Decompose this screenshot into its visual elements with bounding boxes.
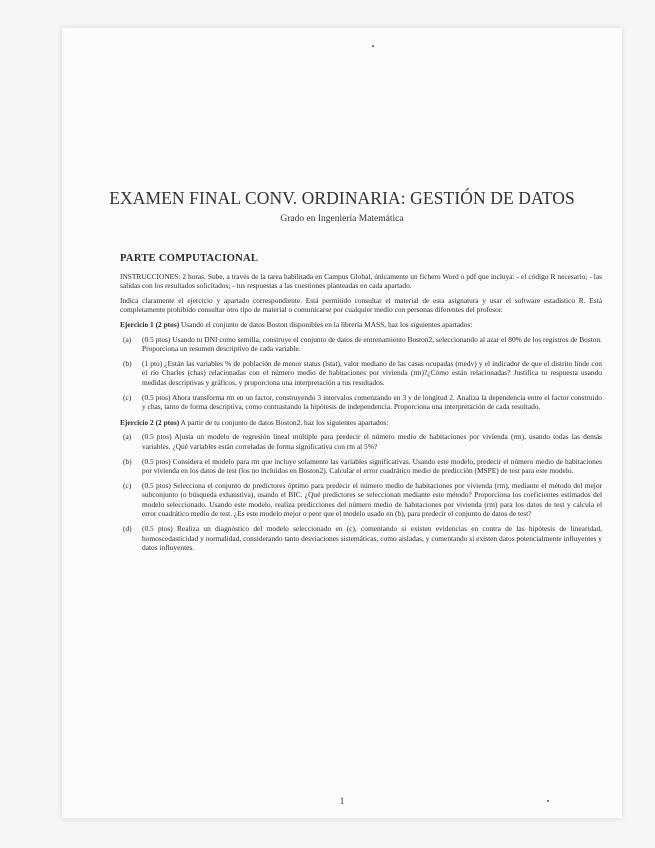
item-text: (0.5 ptos) Usando tu DNI como semilla, construye el conjunto de datos de entrenamiento Boston2, seleccionando al azar el 80% de los registros de Boston. Proporciona un resumen descriptivo de cada variable. xyxy=(142,334,602,354)
item-label: (b) xyxy=(123,456,132,466)
item-label: (a) xyxy=(123,432,132,442)
item-label: (b) xyxy=(123,358,132,368)
exercise-2-label: Ejercicio 2 (2 ptos) xyxy=(120,417,180,427)
exercise-item xyxy=(120,393,602,412)
instructions-paragraph: INSTRUCCIONES: 2 horas. Sube, a través de la tarea habilitada en Campus Global, únicamente un fichero Word o pdf que incluya: - el código R necesario; - las salidas con los resultados solicitados; - tus respuestas a las cuestiones planteadas en cada apartado. xyxy=(120,271,602,291)
item-text: (0.5 ptos) Realiza un diagnóstico del modelo seleccionado en (c), comentando si existen evidencias en contra de las hipótesis de linearidad, homoscedasticidad y normalidad, considerando tanto desviaciones sistemáticas, como aisladas, y comentando si existen datos potencialmente influyentes y datos influyentes. xyxy=(142,524,602,553)
item-label: (a) xyxy=(123,334,132,344)
exam-subtitle: Grado en Ingeniería Matemática xyxy=(280,214,404,224)
page-number: 1 xyxy=(339,796,345,806)
item-label: (d) xyxy=(123,524,132,534)
exercise-2-intro: A partir de tu conjunto de datos Boston2, haz los siguientes apartados: xyxy=(179,417,389,427)
exercise-item xyxy=(120,359,602,388)
exercise-item xyxy=(120,335,602,354)
exam-content xyxy=(120,254,602,559)
exercise-item xyxy=(120,457,602,476)
exercise-item xyxy=(120,524,602,553)
exercise-2-items xyxy=(120,432,602,553)
item-text: (1 pto) ¿Están las variables % de población de menor status (lstat), valor mediano de las casas ocupadas (medv) y el indicador de que el distrito linde con el río Charles (chas) relacionadas con el número medio de habitaciones por vivienda (rm)?¿Cómo están relacionadas? Justifica tu respuesta usando medidas descriptivas y gráficos, y proporciona una interpretación a tus resultados. xyxy=(142,358,602,387)
item-label: (c) xyxy=(123,392,132,402)
item-text: (0.5 ptos) Ahora transforma rm en un factor, construyendo 3 intervalos comenzando en 3 y de longitud 2. Analiza la dependencia entre el factor construido y chas, tanto de forma descriptiva, como contrastando la hipótesis de independencia. Proporciona una interpretación de cada resultado. xyxy=(142,392,602,412)
exercise-1-items xyxy=(120,335,602,412)
item-label: (c) xyxy=(123,480,132,490)
exercise-1-intro: Usando el conjunto de datos Boston disponibles en la librería MASS, haz los siguientes apartados: xyxy=(179,319,473,329)
exercise-item xyxy=(120,481,602,519)
item-text: (0.5 ptos) Considera el modelo para rm que incluye solamente las variables significativas. Usando este modelo, predecir el número medio de habitaciones por vivienda en los datos de test (los no incluidos en Boston2). Calcular el error cuadrático medio de predicción (MSPE) de test para este modelo. xyxy=(142,456,602,476)
item-text: (0.5 ptos) Ajusta un modelo de regresión lineal múltiple para predecir el número medio de habitaciones por vivienda (rm), usando todas las demás variables. ¿Qué variables están correladas de forma significativa con rm al 5%? xyxy=(142,432,602,451)
scan-speck xyxy=(372,45,374,47)
item-text: (0.5 ptos) Selecciona el conjunto de predictores óptimo para predecir el número medio de habitaciones por vivienda (rm), mediante el método del mejor subconjunto (o búsqueda exhaustiva), usando el BIC. ¿Qué predictores se seleccionan mediante este método? Proporciona los coeficientes estimados del modelo seleccionado. Usando este modelo, realiza predicciones del número medio de habitaciones por vivienda (rm) para los datos de test y calcula el error cuadrático medio de test. ¿Es este modelo mejor o peor que el modelo usado en (b), para predecir el conjunto de datos de test? xyxy=(142,480,602,519)
exercise-2-heading xyxy=(120,418,602,428)
exercise-1-heading xyxy=(120,320,602,330)
section-title: PARTE COMPUTACIONAL xyxy=(120,253,259,264)
exercise-item xyxy=(120,432,602,451)
exercise-1-label: Ejercicio 1 (2 ptos) xyxy=(120,319,180,329)
exam-title: EXAMEN FINAL CONV. ORDINARIA: GESTIÓN DE DATOS xyxy=(109,188,575,208)
rules-paragraph: Indica claramente el ejercicio y apartado correspondiente. Está permitido consultar el material de esta asignatura y usar el software estadístico R. Está completamente prohibido consultar otro tipo de material o comunicarse por cualquier medio con personas diferentes del profesor. xyxy=(120,295,602,315)
exam-page xyxy=(62,28,622,818)
